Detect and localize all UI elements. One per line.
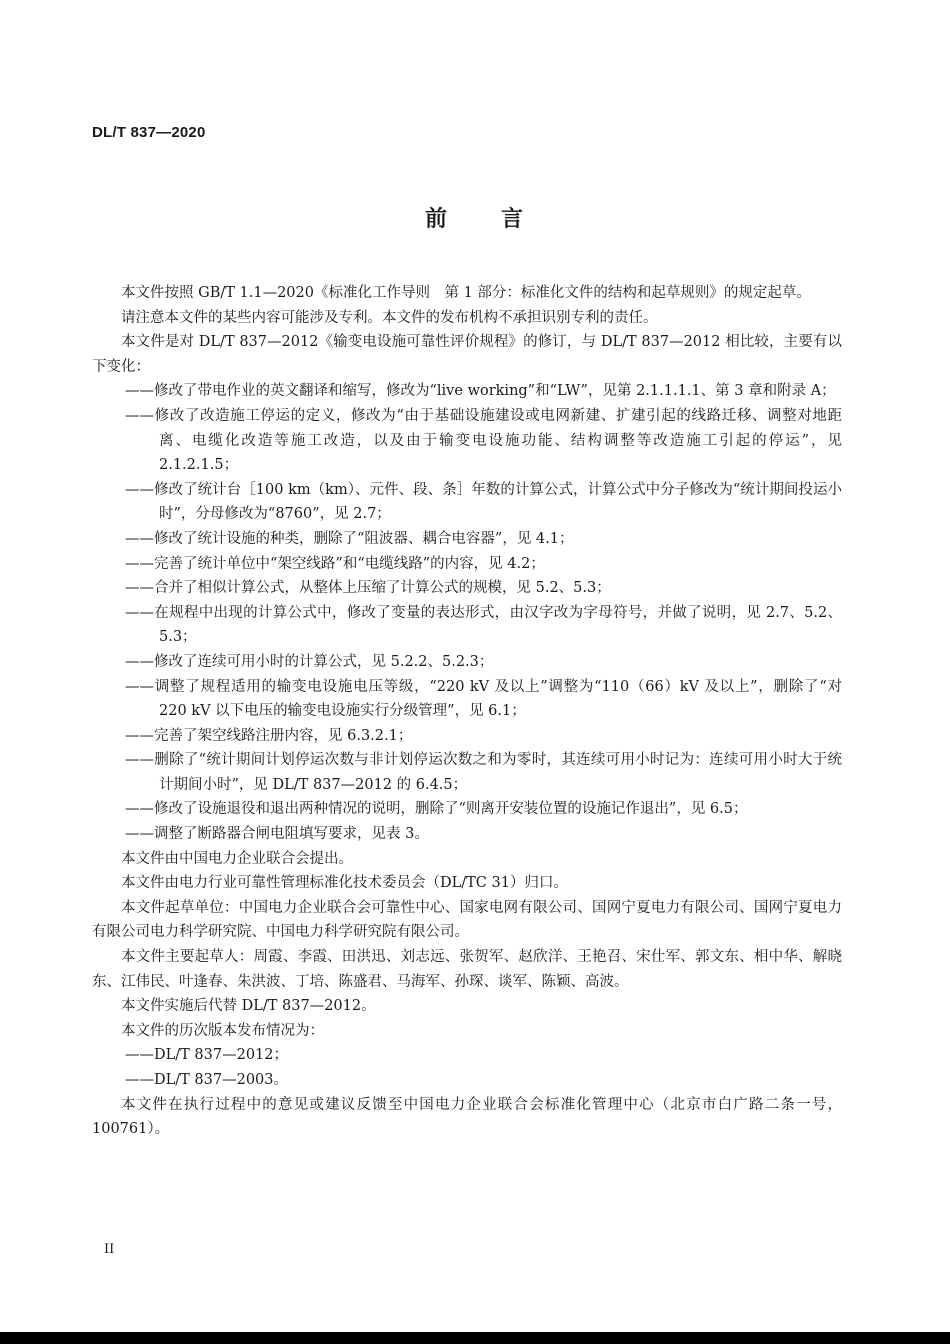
title-char-1: 前 (424, 207, 449, 232)
paragraph-proposer: 本文件由中国电力企业联合会提出。 (121, 850, 353, 867)
document-body (92, 281, 842, 1142)
change-item: ——修改了统计设施的种类，删除了“阻波器、耦合电容器”，见 4.1； (125, 530, 574, 547)
change-item: ——完善了统计单位中“架空线路”和“电缆线路”的内容，见 4.2； (125, 555, 545, 572)
page-number: II (104, 1242, 115, 1257)
change-item: ——修改了改造施工停运的定义，修改为“由于基础设施建设或电网新建、扩建引起的线路迁移、调整对地距离、电缆化改造等施工改造，以及由于输变电设施功能、结构调整等改造施工引起的停运”，见 2.1.2.1.5； (125, 407, 842, 474)
paragraph-committee: 本文件由电力行业可靠性管理标准化技术委员会（DL/TC 31）归口。 (121, 875, 568, 892)
change-item: ——在规程中出现的计算公式中，修改了变量的表达形式，由汉字改为字母符号，并做了说明，见 2.7、5.2、5.3； (125, 604, 842, 646)
bottom-border (0, 1332, 950, 1344)
paragraph-drafting-basis: 本文件按照 GB/T 1.1—2020《标准化工作导则 第 1 部分：标准化文件的结构和起草规则》的规定起草。 (121, 285, 811, 301)
change-item: ——调整了规程适用的输变电设施电压等级，“220 kV 及以上”调整为“110（66）kV 及以上”，删除了“对 220 kV 以下电压的输变电设施实行分级管理”，见 6.1； (125, 678, 842, 720)
paragraph-drafters: 本文件主要起草人：周霞、李霞、田洪迅、刘志远、张贺军、赵欣洋、王艳召、宋仕军、郭文东、相中华、解晓东、江伟民、叶逢春、朱洪波、丁培、陈盛君、马海军、孙琛、谈军、陈颖、高波。 (92, 949, 842, 990)
change-item: ——修改了带电作业的英文翻译和缩写，修改为“live working”和“LW”，见第 2.1.1.1.1、第 3 章和附录 A； (125, 383, 836, 400)
paragraph-version-history: 本文件的历次版本发布情况为： (121, 1022, 324, 1039)
change-item: ——修改了设施退役和退出两种情况的说明，删除了“则离开安装位置的设施记作退出”，见 6.5； (125, 801, 748, 818)
version-item: ——DL/T 837—2003。 (125, 1072, 288, 1088)
change-item: ——修改了连续可用小时的计算公式，见 5.2.2、5.2.3； (125, 653, 494, 670)
paragraph-patent-notice: 请注意本文件的某些内容可能涉及专利。本文件的发布机构不承担识别专利的责任。 (121, 309, 658, 326)
document-code: DL/T 837—2020 (92, 124, 206, 141)
paragraph-feedback: 本文件在执行过程中的意见或建议反馈至中国电力企业联合会标准化管理中心（北京市白广路二条一号，100761）。 (92, 1096, 842, 1138)
paragraph-supersedes: 本文件实施后代替 DL/T 837—2012。 (121, 998, 376, 1015)
change-item: ——修改了统计台［100 km（km）、元件、段、条］年数的计算公式，计算公式中分子修改为“统计期间投运小时”，分母修改为“8760”，见 2.7； (125, 481, 842, 523)
paragraph-revision-intro: 本文件是对 DL/T 837—2012《输变电设施可靠性评价规程》的修订，与 DL/T 837—2012 相比较，主要有以下变化： (92, 334, 842, 375)
change-item: ——合并了相似计算公式，从整体上压缩了计算公式的规模，见 5.2、5.3； (125, 580, 611, 597)
change-item: ——调整了断路器合闸电阻填写要求，见表 3。 (125, 826, 429, 843)
paragraph-drafting-units: 本文件起草单位：中国电力企业联合会可靠性中心、国家电网有限公司、国网宁夏电力有限公司、国网宁夏电力有限公司电力科学研究院、中国电力科学研究院有限公司。 (92, 899, 842, 941)
page-title (0, 204, 950, 236)
title-char-2: 言 (501, 207, 526, 232)
change-item: ——完善了架空线路注册内容，见 6.3.2.1； (125, 727, 413, 744)
version-item: ——DL/T 837—2012； (125, 1047, 288, 1064)
change-item: ——删除了“统计期间计划停运次数与非计划停运次数之和为零时，其连续可用小时记为：连续可用小时大于统计期间小时”，见 DL/T 837—2012 的 6.4.5； (125, 752, 842, 793)
